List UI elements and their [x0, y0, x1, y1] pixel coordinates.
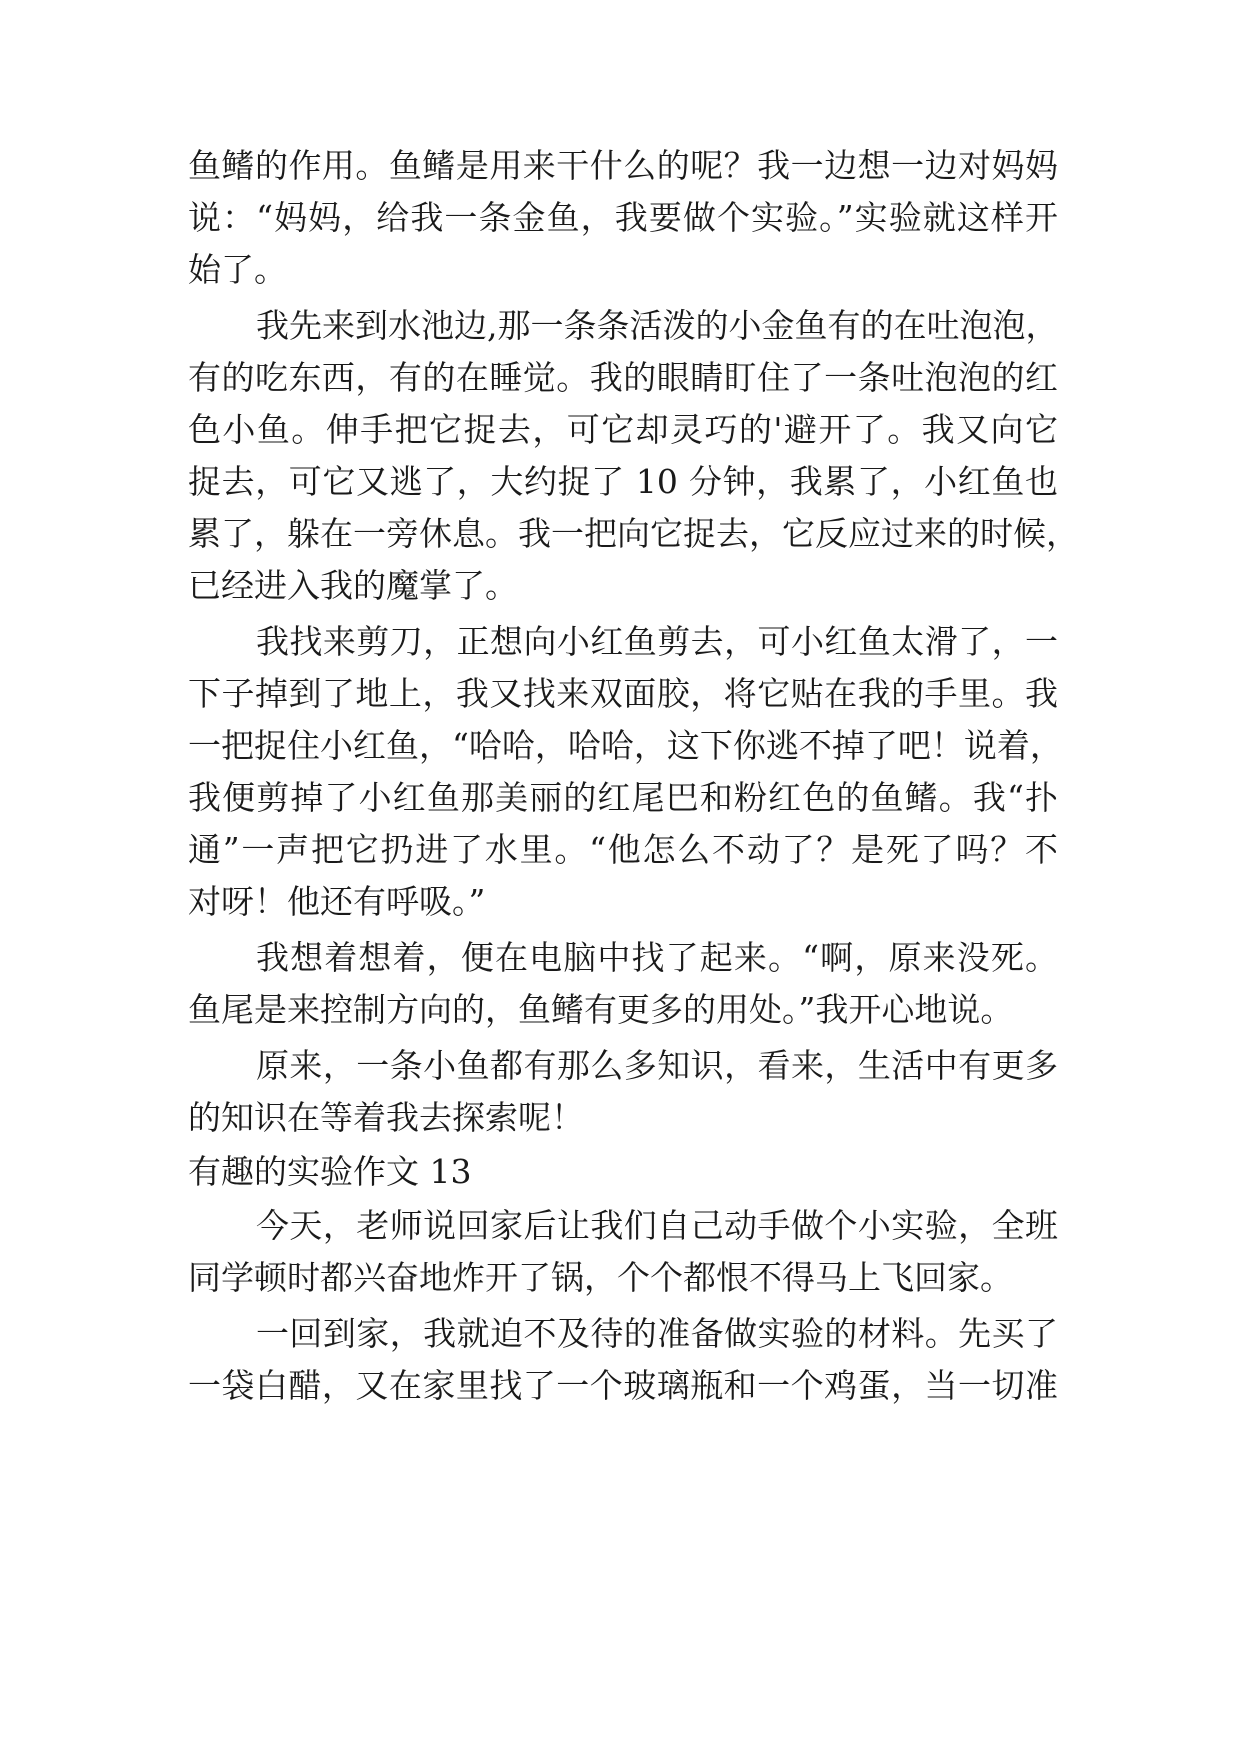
paragraph-line: 始了。: [188, 250, 287, 289]
paragraph-line: 的知识在等着我去探索呢！: [188, 1098, 584, 1137]
paragraph-line: 我想着想着，便在电脑中找了起来。“啊，原来没死。: [256, 938, 1058, 977]
paragraph-line: 鱼尾是来控制方向的，鱼鳍有更多的用处。”我开心地说。: [188, 990, 1014, 1029]
paragraph-line: 有的吃东西，有的在睡觉。我的眼睛盯住了一条吐泡泡的红: [188, 358, 1058, 397]
paragraph-line: 我找来剪刀，正想向小红鱼剪去，可小红鱼太滑了，一: [256, 622, 1058, 661]
section-heading: 有趣的实验作文 13: [188, 1152, 472, 1191]
paragraph-line: 说：“妈妈，给我一条金鱼，我要做个实验。”实验就这样开: [188, 198, 1058, 237]
paragraph-line: 已经进入我的魔掌了。: [188, 566, 518, 605]
paragraph-line: 一袋白醋，又在家里找了一个玻璃瓶和一个鸡蛋，当一切准: [188, 1366, 1058, 1405]
paragraph-line: 今天，老师说回家后让我们自己动手做个小实验，全班: [256, 1206, 1058, 1245]
paragraph-line: 一把捉住小红鱼，“哈哈，哈哈，这下你逃不掉了吧！说着，: [188, 726, 1063, 765]
paragraph-line: 色小鱼。伸手把它捉去，可它却灵巧的'避开了。我又向它: [188, 410, 1058, 449]
paragraph-line: 同学顿时都兴奋地炸开了锅，个个都恨不得马上飞回家。: [188, 1258, 1013, 1297]
paragraph-line: 我便剪掉了小红鱼那美丽的红尾巴和粉红色的鱼鳍。我“扑: [188, 778, 1058, 817]
paragraph-line: 捉去，可它又逃了，大约捉了 10 分钟，我累了，小红鱼也: [188, 462, 1058, 501]
paragraph-line: 我先来到水池边,那一条条活泼的小金鱼有的在吐泡泡，: [256, 306, 1059, 345]
paragraph-line: 原来，一条小鱼都有那么多知识，看来，生活中有更多: [256, 1046, 1058, 1085]
paragraph-line: 累了，躲在一旁休息。我一把向它捉去，它反应过来的时候，: [188, 514, 1079, 553]
paragraph-line: 对呀！他还有呼吸。”: [188, 882, 486, 921]
paragraph-line: 鱼鳍的作用。鱼鳍是用来干什么的呢？我一边想一边对妈妈: [188, 146, 1058, 185]
paragraph-line: 下子掉到了地上，我又找来双面胶，将它贴在我的手里。我: [188, 674, 1058, 713]
paragraph-line: 通”一声把它扔进了水里。“他怎么不动了？是死了吗？不: [188, 830, 1058, 869]
paragraph-line: 一回到家，我就迫不及待的准备做实验的材料。先买了: [256, 1314, 1058, 1353]
